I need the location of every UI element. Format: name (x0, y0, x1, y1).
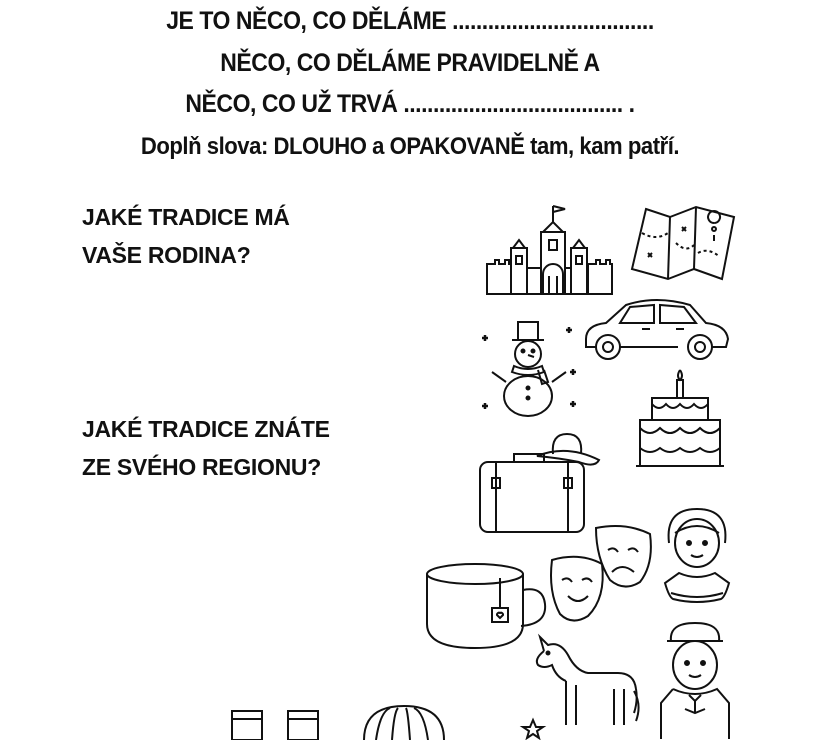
folk-man-icon (655, 617, 735, 740)
header-line-2: NĚCO, CO DĚLÁME PRAVIDELNĚ A (220, 49, 600, 77)
market-stall-icon (358, 700, 448, 740)
question-family (82, 198, 290, 274)
question-family-line-2: VAŠE RODINA? (82, 242, 251, 268)
header-line-3: NĚCO, CO UŽ TRVÁ ..................................... . (185, 90, 635, 118)
car-icon (580, 295, 735, 365)
jar-icon (228, 705, 328, 740)
question-family-line-1: JAKÉ TRADICE MÁ (82, 204, 290, 230)
star-icon (522, 718, 544, 740)
theater-masks-icon (546, 520, 656, 630)
header-line-1: JE TO NĚCO, CO DĚLÁME .................................. (166, 7, 654, 35)
question-region-line-1: JAKÉ TRADICE ZNÁTE (82, 416, 330, 442)
castle-icon (483, 198, 618, 298)
snowman-icon (474, 316, 584, 421)
question-region (82, 410, 330, 486)
birthday-cake-icon (634, 366, 729, 476)
horse-icon (530, 627, 645, 735)
instruction: Doplň slova: DLOUHO a OPAKOVANĚ tam, kam patří. (140, 133, 680, 160)
map-icon (628, 203, 740, 283)
question-region-line-2: ZE SVÉHO REGIONU? (82, 454, 321, 480)
folk-woman-icon (655, 503, 740, 611)
